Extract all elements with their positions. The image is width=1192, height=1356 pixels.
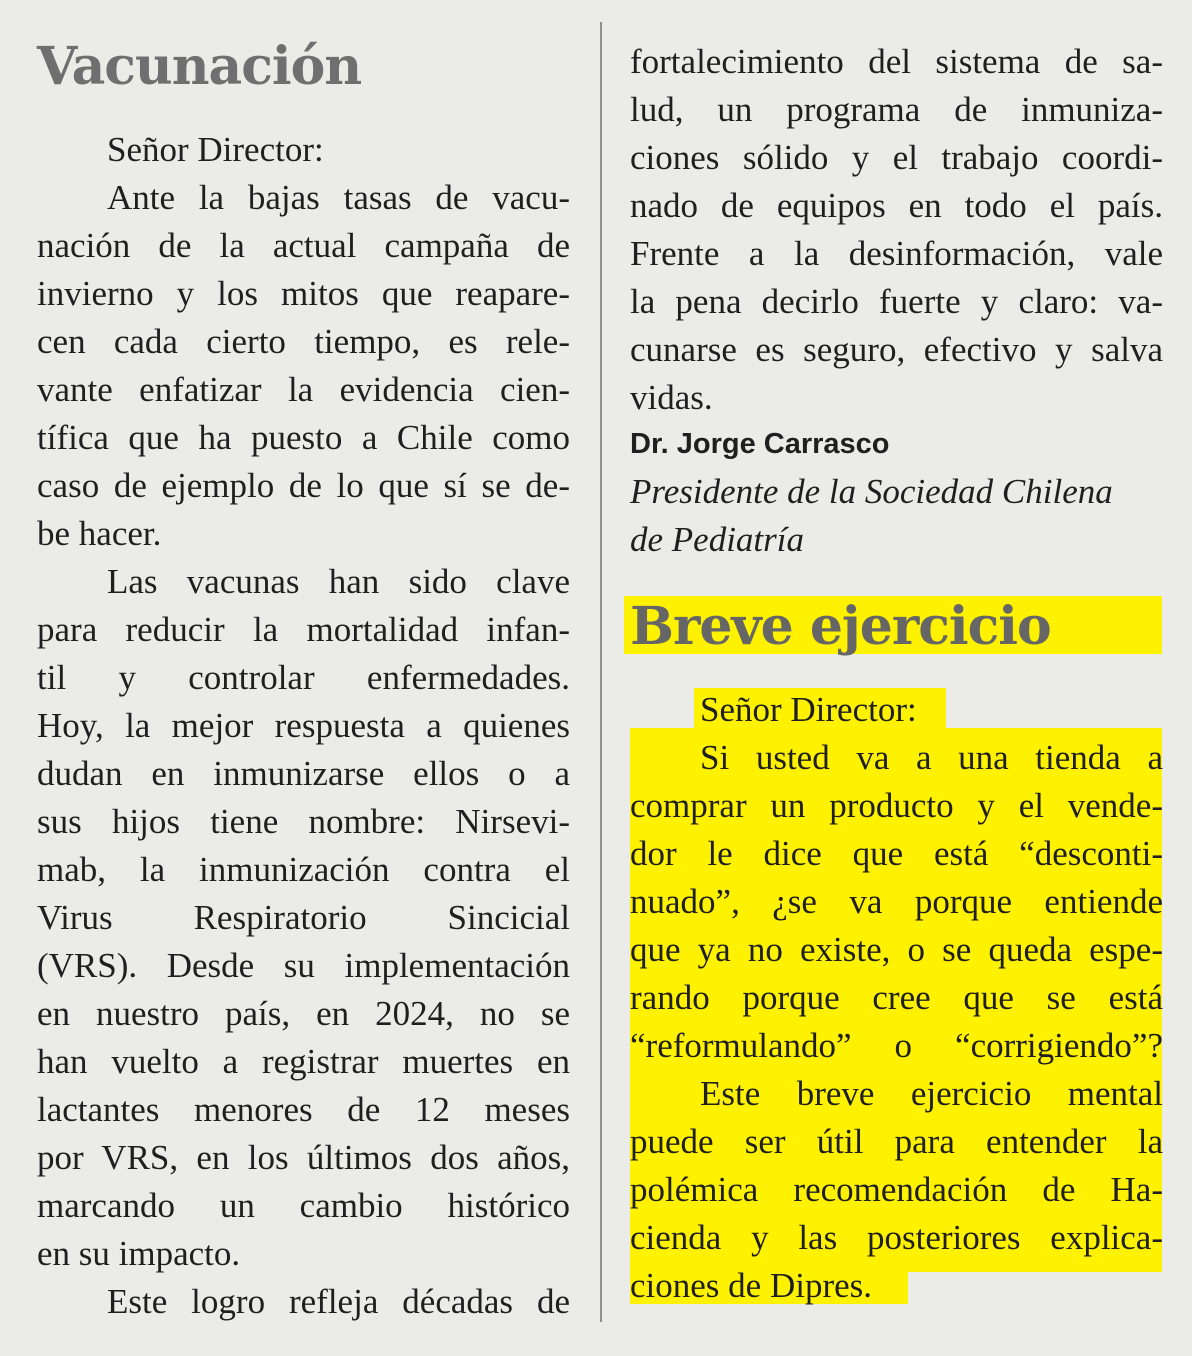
text-line: que ya no existe, o se queda espe- <box>630 930 1163 969</box>
text-line: Frente a la desinformación, vale <box>630 234 1163 273</box>
salutation: Señor Director: <box>107 130 324 169</box>
text-line: en nuestro país, en 2024, no se <box>37 994 570 1033</box>
text-line: sus hijos tiene nombre: Nirsevi- <box>37 802 570 841</box>
text-line: nación de la actual campaña de <box>37 226 570 265</box>
text-line: rando porque cree que se está <box>630 978 1163 1017</box>
text-line: en su impacto. <box>37 1234 241 1273</box>
text-line: be hacer. <box>37 514 162 553</box>
signature-role: Presidente de la Sociedad Chilena <box>630 472 1113 511</box>
text-line: caso de ejemplo de lo que sí se de- <box>37 466 570 505</box>
text-line: por VRS, en los últimos dos años, <box>37 1138 570 1177</box>
signature-name: Dr. Jorge Carrasco <box>630 428 890 460</box>
text-line: puede ser útil para entender la <box>630 1122 1163 1161</box>
text-line: Este breve ejercicio mental <box>700 1074 1163 1113</box>
column-divider <box>600 22 602 1322</box>
text-line: marcando un cambio histórico <box>37 1186 570 1225</box>
text-line: nado de equipos en todo el país. <box>630 186 1163 225</box>
text-line: vidas. <box>630 378 713 417</box>
text-line: (VRS). Desde su implementación <box>37 946 570 985</box>
text-line: ciones de Dipres. <box>630 1266 873 1305</box>
letter-title: Vacunación <box>37 36 362 97</box>
signature-role: de Pediatría <box>630 520 804 559</box>
text-line: Ante la bajas tasas de vacu- <box>107 178 570 217</box>
text-line: polémica recomendación de Ha- <box>630 1170 1163 1209</box>
text-line: la pena decirlo fuerte y claro: va- <box>630 282 1163 321</box>
text-line: dudan en inmunizarse ellos o a <box>37 754 570 793</box>
text-line: dor le dice que está “desconti- <box>630 834 1163 873</box>
text-line: Virus Respiratorio Sincicial <box>37 898 570 937</box>
text-line: tífica que ha puesto a Chile como <box>37 418 570 457</box>
text-line: til y controlar enfermedades. <box>37 658 570 697</box>
text-line: Este logro refleja décadas de <box>107 1282 570 1321</box>
text-line: fortalecimiento del sistema de sa- <box>630 42 1163 81</box>
text-line: lactantes menores de 12 meses <box>37 1090 570 1129</box>
text-line: comprar un producto y el vende- <box>630 786 1163 825</box>
text-line: “reformulando” o “corrigiendo”? <box>630 1026 1163 1065</box>
text-line: cen cada cierto tiempo, es rele- <box>37 322 570 361</box>
text-line: Las vacunas han sido clave <box>107 562 570 601</box>
text-line: invierno y los mitos que reapare- <box>37 274 570 313</box>
text-line: nuado”, ¿se va porque entiende <box>630 882 1163 921</box>
text-line: han vuelto a registrar muertes en <box>37 1042 570 1081</box>
text-line: Hoy, la mejor respuesta a quienes <box>37 706 570 745</box>
text-line: mab, la inmunización contra el <box>37 850 570 889</box>
text-line: ciones sólido y el trabajo coordi- <box>630 138 1163 177</box>
salutation: Señor Director: <box>700 690 917 729</box>
text-line: cunarse es seguro, efectivo y salva <box>630 330 1163 369</box>
text-line: vante enfatizar la evidencia cien- <box>37 370 570 409</box>
text-line: lud, un programa de inmuniza- <box>630 90 1163 129</box>
text-line: para reducir la mortalidad infan- <box>37 610 570 649</box>
text-line: Si usted va a una tienda a <box>700 738 1163 777</box>
text-line: cienda y las posteriores explica- <box>630 1218 1163 1257</box>
letter-title: Breve ejercicio <box>630 596 1051 657</box>
